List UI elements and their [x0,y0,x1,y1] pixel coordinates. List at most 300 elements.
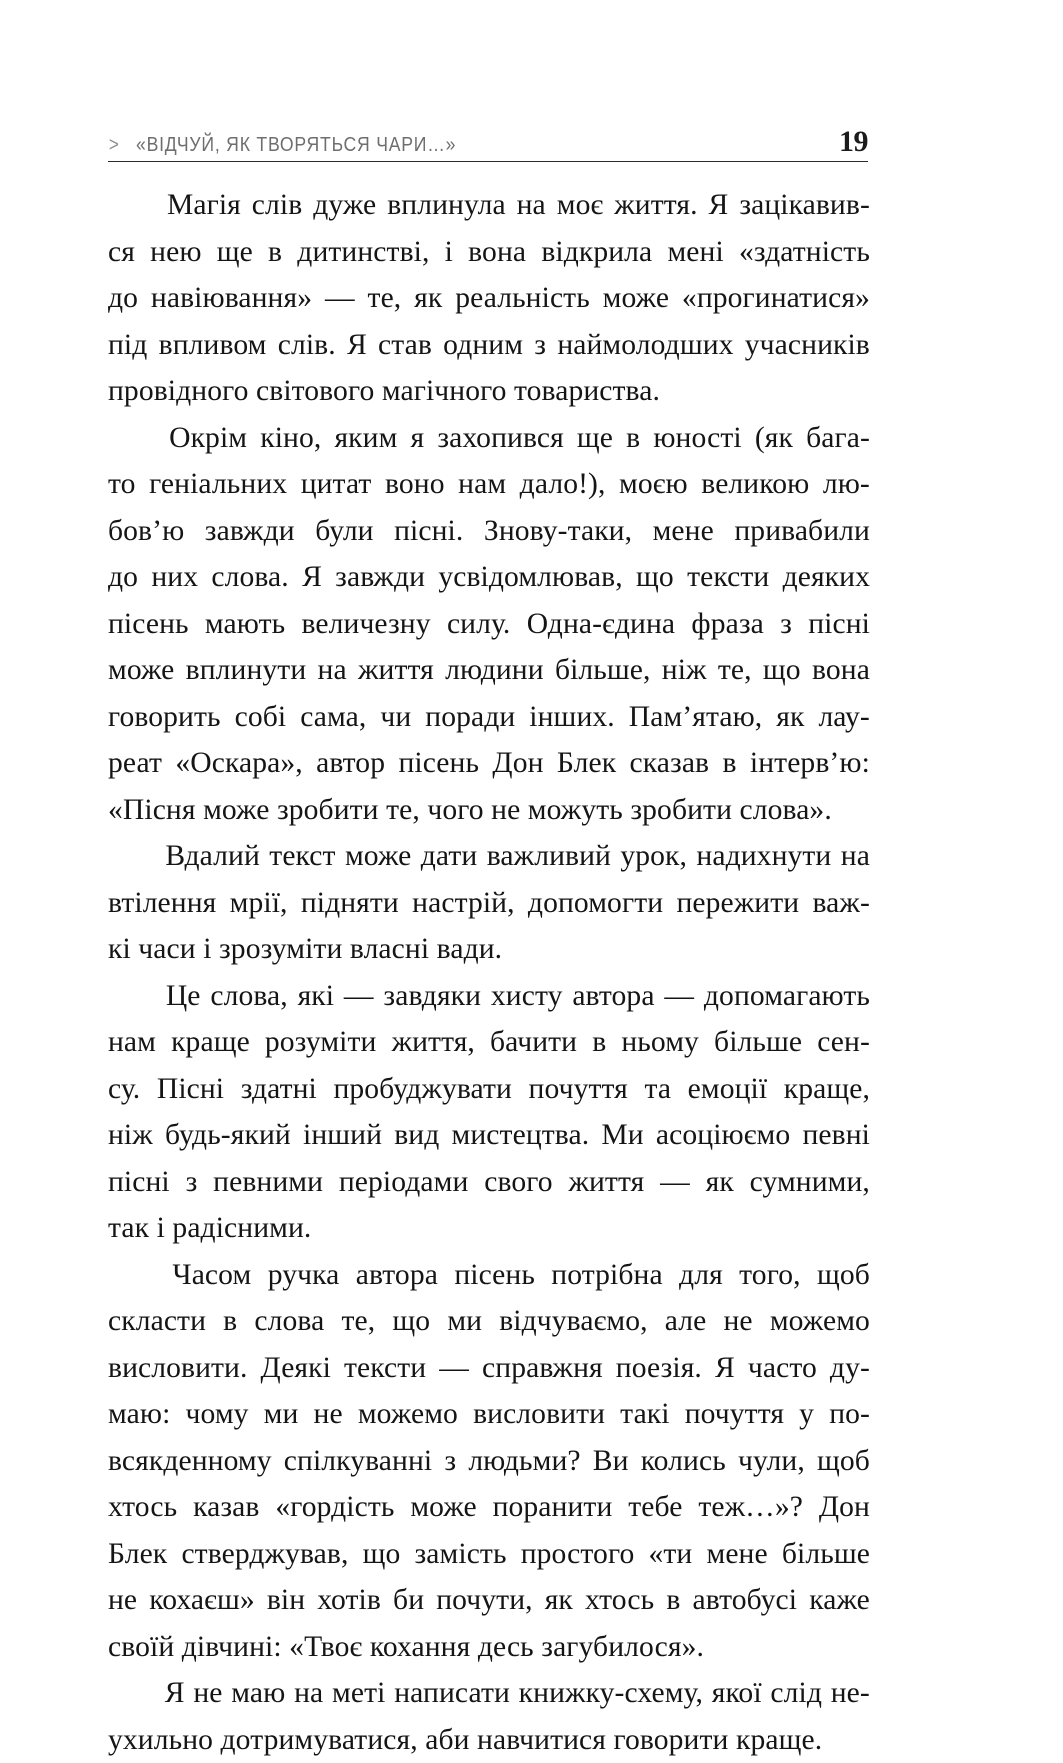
word: які [298,973,335,1020]
word: силу. [447,601,510,648]
word: написати [394,1670,510,1717]
word: життя. [614,182,697,229]
word: су. [108,1066,140,1113]
word: — [439,1345,469,1392]
word: те, [718,647,752,694]
word: ручка [268,1252,340,1299]
word: — [325,275,355,322]
word: свого [484,1159,552,1206]
word: воно [385,461,445,508]
word: асоціюємо [656,1112,790,1159]
paragraph-4 [108,973,870,1252]
word: автора [572,973,654,1020]
word: говорить [108,694,221,741]
word: і [445,229,453,276]
running-header-left [108,133,508,157]
text-line [108,1670,870,1717]
word: бов’ю [108,508,184,555]
word: по- [829,1391,870,1438]
word: що [392,1298,430,1345]
first-line-indent [108,973,156,1020]
running-header [108,118,868,162]
text-line [108,229,870,276]
word: (як [755,415,793,462]
word: сказав [630,740,710,787]
word: чому [186,1391,249,1438]
text-line [108,694,870,741]
word: певними [213,1159,323,1206]
word: Я [165,1670,185,1717]
word: з [444,1438,456,1485]
word: Це [166,973,201,1020]
line-text: своїй дівчині: «Твоє кохання десь загубилося». [108,1631,704,1663]
chapter-title: «ВІДЧУЙ, ЯК ТВОРЯТЬСЯ ЧАРИ…» [136,133,456,157]
word: маю: [108,1391,170,1438]
paragraph-6 [108,1670,870,1763]
text-line [108,1577,870,1624]
text-line [108,508,870,555]
word: поранити [493,1484,613,1531]
word: слід [770,1670,822,1717]
word: тексти [344,1345,426,1392]
word: величезну [302,601,431,648]
word: як [414,275,442,322]
word: краще, [784,1066,870,1113]
text-line [108,973,870,1020]
word: вплинути [186,647,307,694]
word: теж…»? [698,1484,803,1531]
word: мене [707,1531,768,1578]
word: можемо [358,1391,458,1438]
text-line [108,1624,870,1671]
word: пробуджувати [333,1066,512,1113]
word: лау- [818,694,869,741]
text-line [108,926,870,973]
word: здатні [241,1066,317,1113]
word: щоб [817,1252,870,1299]
word: більше [782,1531,870,1578]
word: Вдалий [165,833,260,880]
word: але [665,1298,707,1345]
first-line-indent [108,415,156,462]
word: книжку-схему, [519,1670,703,1717]
word: Дон [819,1484,870,1531]
word: чули, [738,1438,805,1485]
word: вона [468,229,526,276]
word: пісні [108,1159,170,1206]
word: моєю [619,461,688,508]
paragraph-3 [108,833,870,973]
word: дало!), [520,461,606,508]
word: нею [150,229,201,276]
word: надихнути [696,833,831,880]
word: завжди [205,508,295,555]
word: підняти [301,880,399,927]
word: те, [368,275,402,322]
word: зацікавив- [739,182,870,229]
word: яким [334,415,397,462]
word: більше, [555,647,651,694]
word: Магія [167,182,241,229]
word: може [108,647,174,694]
word: ще [577,415,613,462]
word: бачити [490,1019,577,1066]
word: пісні [808,601,870,648]
word: хотів [317,1577,381,1624]
word: Знову-таки, [484,508,632,555]
word: того, [739,1252,800,1299]
word: сама, [300,694,366,741]
word: важливий [487,833,611,880]
word: в [666,1577,680,1624]
word: в [592,1019,606,1066]
text-line [108,1205,870,1252]
word: поради [425,694,515,741]
word: у [799,1391,814,1438]
word: них [151,554,198,601]
word: слова [254,1298,324,1345]
word: — [660,1159,690,1206]
word: ду- [830,1345,870,1392]
text-line [108,787,870,834]
word: пісень [108,601,189,648]
word: впливом [159,322,267,369]
first-line-indent [108,833,156,880]
word: Я [715,1345,735,1392]
word: поезія. [616,1345,702,1392]
word: не- [831,1670,870,1717]
word: ньому [621,1019,699,1066]
word: меті [332,1670,385,1717]
word: будь-який [165,1112,291,1159]
word: були [315,508,373,555]
text-line [108,275,870,322]
word: на [841,833,870,880]
text-line [108,601,870,648]
word: якої [712,1670,762,1717]
word: мають [205,601,285,648]
text-line [108,1298,870,1345]
word: автор [316,740,385,787]
word: Дон [492,740,543,787]
word: дуже [313,182,376,229]
word: можемо [770,1298,870,1345]
word: щоб [817,1438,870,1485]
word: як [706,1159,734,1206]
word: тебе [628,1484,682,1531]
word: Блек [108,1531,167,1578]
word: фраза [691,601,763,648]
word: відкрила [541,229,652,276]
text-line [108,1531,870,1578]
word: ми [264,1391,299,1438]
word: такі [620,1391,669,1438]
word: Одна-єдина [527,601,675,648]
word: до [108,554,138,601]
word: хисту [491,973,563,1020]
text-line [108,740,870,787]
word: стверджував, [181,1531,348,1578]
word: Ми [601,1112,643,1159]
word: «прогинатися» [682,275,870,322]
word: реат [108,740,162,787]
word: важ- [813,880,870,927]
text-line [108,1345,870,1392]
word: може [603,275,669,322]
word: я [411,415,425,462]
word: ся [108,229,135,276]
paragraph-5 [108,1252,870,1671]
word: Часом [172,1252,251,1299]
word: слова, [210,973,287,1020]
word: ми [447,1298,482,1345]
word: мені [667,229,723,276]
page-number: 19 [839,127,868,157]
word: з [780,601,792,648]
word: ще [217,229,253,276]
word: висловити [473,1391,605,1438]
word: тексти [687,554,769,601]
word: дитинстві, [297,229,429,276]
word: допомогти [528,880,663,927]
word: в [268,229,282,276]
word: мистецтва. [452,1112,590,1159]
text-line [108,1438,870,1485]
text-line [108,182,870,229]
word: що [363,1531,401,1578]
word: як [545,1577,573,1624]
word: Я [302,554,322,601]
word: би [393,1577,424,1624]
first-line-indent [108,1670,156,1717]
word: в [626,415,640,462]
word: краще [171,1019,250,1066]
word: може [345,833,411,880]
word: усвідомлював, [438,554,622,601]
word: те, [341,1298,375,1345]
word: допомагають [704,973,870,1020]
word: реальність [455,275,590,322]
word: цитат [301,461,372,508]
body-text [108,182,870,1763]
word: періодами [339,1159,469,1206]
first-line-indent [108,182,156,229]
word: часто [748,1345,817,1392]
word: великою [701,461,809,508]
word: емоції [688,1066,768,1113]
word: дати [421,833,478,880]
word: на [318,647,347,694]
text-line [108,1484,870,1531]
text-line [108,1391,870,1438]
word: завжди [335,554,425,601]
word: Пісні [157,1066,224,1113]
word: моє [557,182,604,229]
word: юності [653,415,741,462]
word: розуміти [265,1019,377,1066]
word: на [294,1670,323,1717]
word: мрії, [230,880,288,927]
text-line [108,1019,870,1066]
word: Деякі [261,1345,331,1392]
word: казав [193,1484,259,1531]
line-text: ухильно дотримуватися, аби навчитися говорити краще. [108,1724,822,1756]
text-line [108,833,870,880]
text-line [108,647,870,694]
word: більше [714,1019,802,1066]
word: Окрім [169,415,247,462]
word: Блек [557,740,616,787]
word: хтось [585,1577,654,1624]
word: настрій, [412,880,514,927]
word: спілкуванні [284,1438,432,1485]
word: для [679,1252,723,1299]
word: він [267,1577,305,1624]
word: висловити. [108,1345,248,1392]
word: потрібна [551,1252,662,1299]
word: людини [445,647,544,694]
word: ніж [108,1112,153,1159]
word: захопився [437,415,563,462]
word: життя [568,1159,644,1206]
word: Я [347,322,367,369]
word: життя, [392,1019,475,1066]
word: колись [641,1438,726,1485]
word: з [186,1159,198,1206]
text-line [108,322,870,369]
word: в [223,1298,237,1345]
word: не [723,1298,752,1345]
word: пісень [398,740,479,787]
word: наймолодших [557,322,733,369]
word: не [193,1670,222,1717]
word: вона [812,647,870,694]
line-text: кі часи і зрозуміти власні вади. [108,933,502,965]
chevron-right-icon: > [109,135,119,155]
word: не [108,1577,137,1624]
word: почуття [529,1066,628,1113]
word: слова. [211,554,288,601]
paragraph-2 [108,415,870,834]
text-line [108,1066,870,1113]
word: інших. [529,694,614,741]
word: собі [235,694,287,741]
word: почуття [685,1391,784,1438]
text-line [108,461,870,508]
word: учасників [745,322,870,369]
word: маю [231,1670,285,1717]
word: Я [709,182,729,229]
line-text: «Пісня може зробити те, чого не можуть зробити слова». [108,794,832,826]
text-line [108,554,870,601]
word: втілення [108,880,216,927]
word: слів [252,182,303,229]
word: завдяки [383,973,481,1020]
text-line [108,1252,870,1299]
text-line [108,1112,870,1159]
word: нам [108,1019,156,1066]
word: простого [521,1531,635,1578]
word: сумними, [750,1159,870,1206]
word: певні [802,1112,870,1159]
word: Ви [593,1438,629,1485]
word: — [344,973,374,1020]
word: автора [356,1252,438,1299]
text-line [108,880,870,927]
line-text: провідного світового магічного товариства. [108,375,660,407]
word: на [517,182,546,229]
text-line [108,1159,870,1206]
word: — [664,973,694,1020]
word: що [763,647,801,694]
paragraph-1 [108,182,870,415]
word: кіно, [260,415,321,462]
word: як [776,694,804,741]
word: ніж [662,647,707,694]
word: скласти [108,1298,206,1345]
word: привабили [734,508,870,555]
word: урок, [620,833,687,880]
word: лю- [823,461,870,508]
word: може [410,1484,476,1531]
word: хтось [108,1484,177,1531]
word: життя [358,647,434,694]
word: вид [394,1112,439,1159]
word: мене [653,508,714,555]
first-line-indent [108,1252,156,1299]
word: сен- [817,1019,870,1066]
word: інтерв’ю: [750,740,870,787]
word: що [636,554,674,601]
word: став [378,322,432,369]
word: одним [443,322,523,369]
word: до [108,275,138,322]
word: текст [269,833,335,880]
word: інший [303,1112,382,1159]
word: та [644,1066,671,1113]
word: відчуваємо, [499,1298,647,1345]
word: каже [809,1577,870,1624]
word: людьми? [468,1438,580,1485]
word: нам [458,461,506,508]
text-line [108,415,870,462]
word: «здатність [739,229,870,276]
word: «гордість [275,1484,394,1531]
word: слів. [278,322,336,369]
word: Пам’ятаю, [629,694,763,741]
word: геніальних [149,461,287,508]
word: почути, [436,1577,532,1624]
word: бага- [806,415,870,462]
word: то [108,461,136,508]
word: пісні. [394,508,463,555]
word: не [314,1391,343,1438]
word: пережити [676,880,799,927]
word: кохаєш» [149,1577,254,1624]
word: в [722,740,736,787]
word: замість [415,1531,507,1578]
word: пісень [454,1252,535,1299]
word: всякденному [108,1438,272,1485]
word: «ти [648,1531,692,1578]
word: чи [380,694,411,741]
line-text: так і радісними. [108,1212,311,1244]
word: вплинула [387,182,505,229]
text-line [108,368,870,415]
word: деяких [783,554,870,601]
word: з [534,322,546,369]
word: «Оскара», [175,740,302,787]
